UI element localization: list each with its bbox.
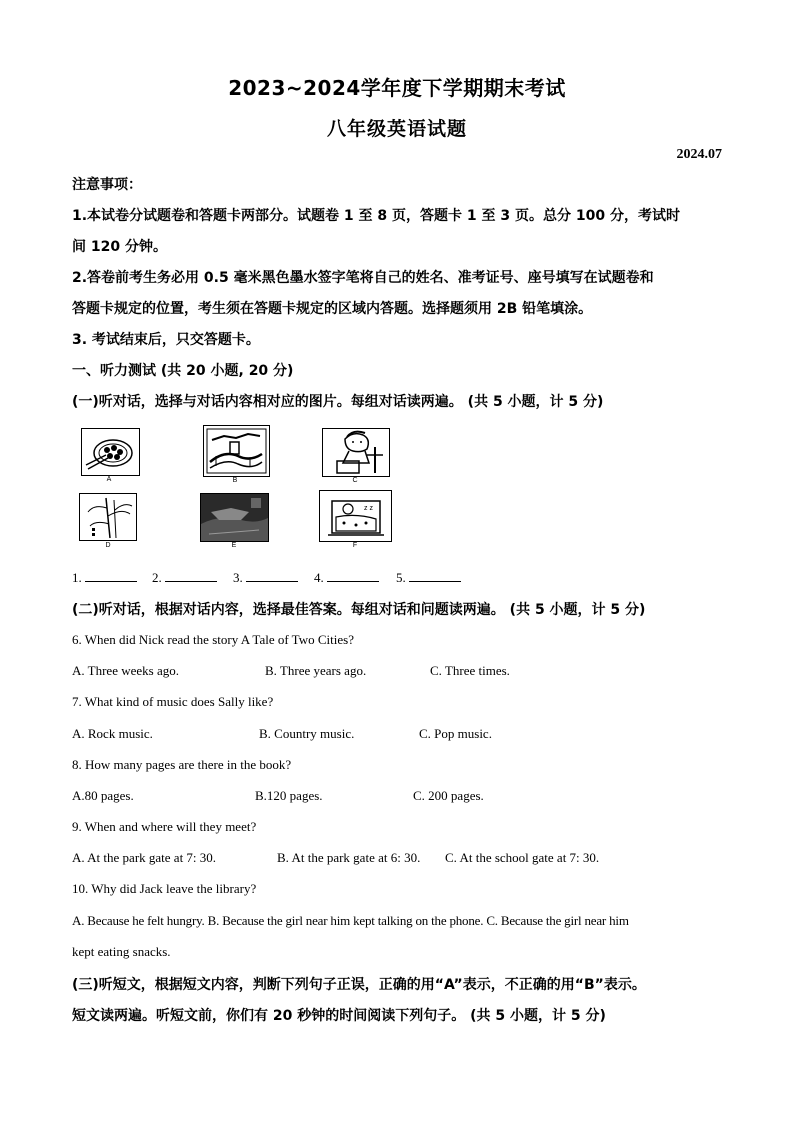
picture-f bbox=[319, 490, 392, 542]
notes-heading: 注意事项： bbox=[72, 177, 142, 193]
exam-date: 2024.07 bbox=[676, 147, 722, 162]
picture-c bbox=[322, 428, 390, 477]
answer-blank-3[interactable] bbox=[233, 570, 298, 586]
q6-option-a: A. Three weeks ago. bbox=[72, 663, 179, 678]
section-1-heading: 一、听力测试 (共 20 小题, 20 分) bbox=[72, 363, 294, 379]
q10-options-line-2: kept eating snacks. bbox=[72, 944, 171, 959]
answer-blank-5[interactable] bbox=[396, 570, 461, 586]
picture-label-f: F bbox=[352, 542, 358, 549]
part-3-instruction-line-1: (三)听短文，根据短文内容，判断下列句子正误，正确的用“A”表示，不正确的用“B”表示。 bbox=[72, 977, 646, 993]
q7-option-c: C. Pop music. bbox=[419, 726, 492, 741]
picture-label-e: E bbox=[231, 542, 237, 549]
dark-photo-icon bbox=[201, 494, 268, 541]
blank-number: 5. bbox=[396, 570, 406, 585]
picture-label-b: B bbox=[232, 477, 238, 484]
answer-blank-2[interactable] bbox=[152, 570, 217, 586]
great-wall-icon bbox=[204, 426, 269, 476]
q8-option-b: B.120 pages. bbox=[255, 788, 323, 803]
picture-b bbox=[203, 425, 270, 477]
question-7: 7. What kind of music does Sally like? bbox=[72, 694, 274, 709]
picture-label-d: D bbox=[105, 542, 111, 549]
question-8: 8. How many pages are there in the book? bbox=[72, 757, 292, 772]
note-1-line-1: 1.本试卷分试题卷和答题卡两部分。试题卷 1 至 8 页，答题卡 1 至 3 页。总分 100 分，考试时 bbox=[72, 208, 680, 224]
q8-option-c: C. 200 pages. bbox=[413, 788, 484, 803]
q7-option-a: A. Rock music. bbox=[72, 726, 153, 741]
part-3-instruction-line-2: 短文读两遍。听短文前，你们有 20 秒钟的时间阅读下列句子。 (共 5 小题，计 5 分) bbox=[72, 1008, 606, 1024]
exam-title: 2023~2024学年度下学期期末考试 bbox=[228, 76, 566, 100]
bamboo-icon bbox=[80, 494, 136, 540]
note-3: 3. 考试结束后，只交答题卡。 bbox=[72, 332, 260, 348]
q9-option-b: B. At the park gate at 6: 30. bbox=[277, 850, 421, 865]
picture-label-c: C bbox=[352, 477, 358, 484]
q6-option-c: C. Three times. bbox=[430, 663, 510, 678]
q6-option-b: B. Three years ago. bbox=[265, 663, 367, 678]
svg-text:z z: z z bbox=[364, 505, 373, 512]
blank-number: 1. bbox=[72, 570, 82, 585]
question-6: 6. When did Nick read the story A Tale of Two Cities? bbox=[72, 632, 354, 647]
q7-option-b: B. Country music. bbox=[259, 726, 355, 741]
exam-subtitle: 八年级英语试题 bbox=[326, 118, 467, 140]
q9-option-c: C. At the school gate at 7: 30. bbox=[445, 850, 600, 865]
q10-options-line-1: A. Because he felt hungry. B. Because the girl near him kept talking on the phone. C. Because the girl near him bbox=[72, 913, 629, 928]
picture-e bbox=[200, 493, 269, 542]
dumplings-icon bbox=[82, 429, 139, 475]
blank-number: 3. bbox=[233, 570, 243, 585]
picture-a bbox=[81, 428, 140, 476]
note-2-line-1: 2.答卷前考生务必用 0.5 毫米黑色墨水签字笔将自己的姓名、准考证号、座号填写在试题卷和 bbox=[72, 270, 654, 286]
part-2-instruction: (二)听对话，根据对话内容，选择最佳答案。每组对话和问题读两遍。 (共 5 小题，计 5 分) bbox=[72, 602, 646, 618]
note-1-line-2: 间 120 分钟。 bbox=[72, 239, 167, 255]
note-2-line-2: 答题卡规定的位置，考生须在答题卡规定的区域内答题。选择题须用 2B 铅笔填涂。 bbox=[72, 301, 593, 317]
answer-blank-1[interactable] bbox=[72, 570, 137, 586]
answer-blank-4[interactable] bbox=[314, 570, 379, 586]
blank-number: 2. bbox=[152, 570, 162, 585]
sleeping-icon bbox=[320, 491, 391, 541]
picture-d bbox=[79, 493, 137, 541]
question-10: 10. Why did Jack leave the library? bbox=[72, 881, 257, 896]
student-desk-icon bbox=[323, 429, 389, 476]
q9-option-a: A. At the park gate at 7: 30. bbox=[72, 850, 217, 865]
part-1-instruction: (一)听对话，选择与对话内容相对应的图片。每组对话读两遍。 (共 5 小题，计 5 分) bbox=[72, 394, 604, 410]
question-9: 9. When and where will they meet? bbox=[72, 819, 257, 834]
blank-number: 4. bbox=[314, 570, 324, 585]
q8-option-a: A.80 pages. bbox=[72, 788, 134, 803]
picture-label-a: A bbox=[106, 476, 112, 483]
